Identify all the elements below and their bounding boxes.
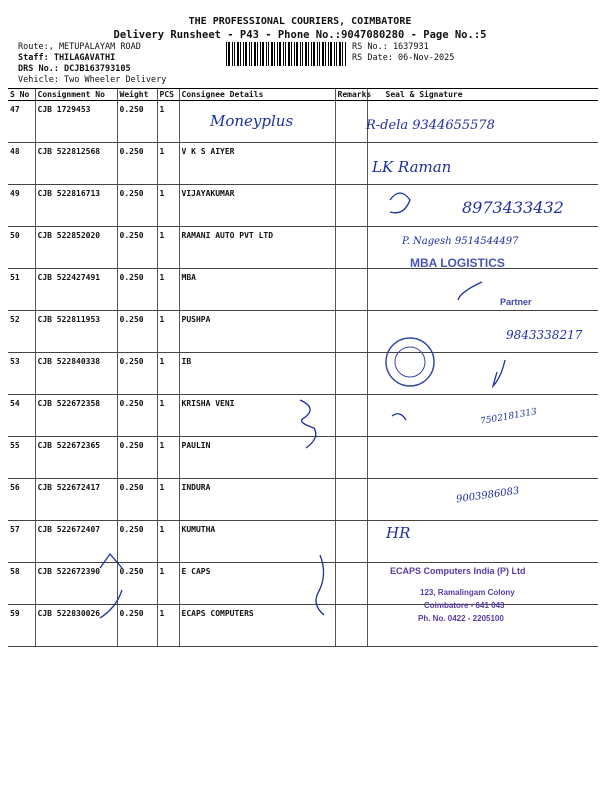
cell-sno: 48: [8, 143, 35, 185]
cell-consignee: KUMUTHA: [179, 521, 335, 563]
cell-consignment-no: CJB 522852020: [35, 227, 117, 269]
signature-row-54: 7502181313: [479, 407, 538, 427]
cell-pcs: 1: [157, 143, 179, 185]
cell-consignment-no: CJB 522672365: [35, 437, 117, 479]
drs-text: DRS No.: DCJB163793105: [18, 64, 131, 74]
cell-weight: 0.250: [117, 185, 157, 227]
cell-pcs: 1: [157, 437, 179, 479]
cell-sno: 49: [8, 185, 35, 227]
cell-consignment-no: CJB 522812568: [35, 143, 117, 185]
cell-weight: 0.250: [117, 143, 157, 185]
stamp-mba-logistics: MBA LOGISTICS: [410, 256, 505, 270]
cell-pcs: 1: [157, 605, 179, 647]
cell-consignee: INDURA: [179, 479, 335, 521]
col-header-consignee: Consignee Details: [179, 89, 335, 101]
signature-row-57: HR: [386, 524, 411, 542]
cell-consignee: ECAPS COMPUTERS: [179, 605, 335, 647]
cell-weight: 0.250: [117, 563, 157, 605]
handwriting-moneyplus: Moneyplus: [210, 112, 294, 130]
cell-sno: 56: [8, 479, 35, 521]
cell-weight: 0.250: [117, 311, 157, 353]
cell-consignee: V K S AIYER: [179, 143, 335, 185]
cell-weight: 0.250: [117, 227, 157, 269]
cell-consignee: PUSHPA: [179, 311, 335, 353]
cell-consignment-no: CJB 522672417: [35, 479, 117, 521]
stamp-ecaps-line2: 123, Ramalingam Colony: [420, 588, 515, 597]
cell-sno: 50: [8, 227, 35, 269]
cell-pcs: 1: [157, 101, 179, 143]
cell-pcs: 1: [157, 521, 179, 563]
stamp-mba-partner: Partner: [500, 297, 532, 307]
signature-row-56: 9003986083: [455, 485, 521, 506]
signature-row-48: LK Raman: [372, 158, 452, 176]
cell-pcs: 1: [157, 563, 179, 605]
cell-pcs: 1: [157, 227, 179, 269]
cell-consignment-no: CJB 1729453: [35, 101, 117, 143]
cell-sno: 47: [8, 101, 35, 143]
cell-consignment-no: CJB 522672358: [35, 395, 117, 437]
cell-consignee: KRISHA VENI: [179, 395, 335, 437]
cell-pcs: 1: [157, 479, 179, 521]
cell-sno: 51: [8, 269, 35, 311]
cell-consignee: VIJAYAKUMAR: [179, 185, 335, 227]
col-header-remarks: Remarks: [335, 89, 367, 101]
vehicle-text: Vehicle: Two Wheeler Delivery: [18, 75, 167, 85]
cell-weight: 0.250: [117, 395, 157, 437]
cell-pcs: 1: [157, 353, 179, 395]
staff-text: Staff: THILAGAVATHI: [18, 53, 116, 63]
stamp-ecaps-line3: Coimbatore - 641 043: [424, 601, 505, 610]
cell-sno: 59: [8, 605, 35, 647]
cell-consignee: RAMANI AUTO PVT LTD: [179, 227, 335, 269]
signature-row-50: P. Nagesh 9514544497: [402, 236, 519, 247]
cell-consignee: E CAPS: [179, 563, 335, 605]
col-header-pcs: PCS: [157, 89, 179, 101]
cell-pcs: 1: [157, 185, 179, 227]
cell-pcs: 1: [157, 311, 179, 353]
cell-consignee: MBA: [179, 269, 335, 311]
cell-sno: 55: [8, 437, 35, 479]
rs-date-text: RS Date: 06-Nov-2025: [352, 53, 455, 63]
col-header-weight: Weight: [117, 89, 157, 101]
col-header-sno: S No: [8, 89, 35, 101]
cell-consignee: IB: [179, 353, 335, 395]
cell-sno: 52: [8, 311, 35, 353]
cell-weight: 0.250: [117, 269, 157, 311]
page-title: THE PROFESSIONAL COURIERS, COIMBATORE: [188, 16, 412, 27]
signature-row-53: 9843338217: [506, 328, 583, 342]
cell-consignment-no: CJB 522672407: [35, 521, 117, 563]
route-text: Route:, METUPALAYAM ROAD: [18, 42, 141, 52]
cell-weight: 0.250: [117, 101, 157, 143]
cell-consignee: PAULIN: [179, 437, 335, 479]
cell-pcs: 1: [157, 395, 179, 437]
cell-weight: 0.250: [117, 605, 157, 647]
cell-sno: 54: [8, 395, 35, 437]
stamp-ecaps-line4: Ph. No. 0422 - 2205100: [418, 614, 504, 623]
cell-sno: 53: [8, 353, 35, 395]
signature-row-49: 8973433432: [462, 198, 564, 217]
cell-weight: 0.250: [117, 437, 157, 479]
col-header-signature: Seal & Signature: [367, 89, 598, 101]
cell-pcs: 1: [157, 269, 179, 311]
cell-weight: 0.250: [117, 353, 157, 395]
cell-consignment-no: CJB 522811953: [35, 311, 117, 353]
page-subtitle: Delivery Runsheet - P43 - Phone No.:9047080280 - Page No.:5: [113, 29, 487, 41]
col-header-consignment: Consignment No: [35, 89, 117, 101]
signature-row-47: R-dela 9344655578: [366, 118, 495, 133]
cell-weight: 0.250: [117, 479, 157, 521]
cell-weight: 0.250: [117, 521, 157, 563]
cell-sno: 58: [8, 563, 35, 605]
cell-consignment-no: CJB 522830026: [35, 605, 117, 647]
cell-consignment-no: CJB 522672390: [35, 563, 117, 605]
stamp-ecaps-line1: ECAPS Computers India (P) Ltd: [390, 566, 526, 576]
cell-consignment-no: CJB 522427491: [35, 269, 117, 311]
cell-consignment-no: CJB 522840338: [35, 353, 117, 395]
cell-consignment-no: CJB 522816713: [35, 185, 117, 227]
cell-sno: 57: [8, 521, 35, 563]
rs-no-text: RS No.: 1637931: [352, 42, 429, 52]
